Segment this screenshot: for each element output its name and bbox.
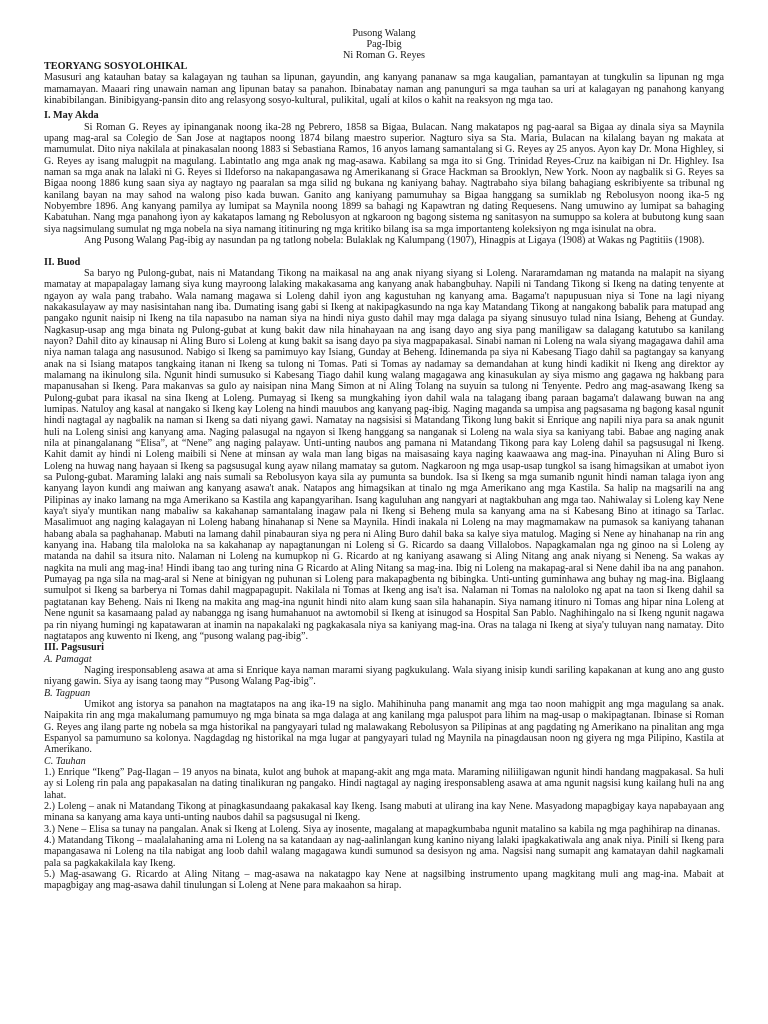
character-item: 3.) Nene – Elisa sa tunay na pangalan. Anak si Ikeng at Loleng. Siya ay inosente, magalang at mapagkumbaba ngunit matalino sa kabila ng mga paghihirap na dinanas. — [44, 823, 721, 835]
summary-paragraph: Sa baryo ng Pulong-gubat, nais ni Matandang Tikong na maikasal na ang anak niyang siyang si Loleng. Nararamdaman ng matanda na malapit na siyang mamatay at mapapalagay lamang siya kung mayroong lalaking makakasama ang kanyang anak habangbuhay. Napili ni Tandang Tikong si Ikeng na dating tenyente at ngayon ay wala pang trabaho. Wala namang magawa si Loleng dahil iyon ang kagustuhan ng kanyang ama. Bagama't napupusuan niya si Tone na lagi niyang nakakasulayaw ay may nasisintahan nang iba. Dumating isang gabi si Ikeng at nakipagkasundo na nga kay Matandang Tikong at nangakong babalik para matupad ang pangako ngunit naisip ni Ikeng na tila napasubo na naman siya na hindi niya gusto dahil may mga dalaga pa siyang sinusuyo tulad nina Isiang, Beheng at Gunday. Nagkasup-usap ang mga binata ng Pulong-gubat at kung bakit daw nila hinahayaan na ang isang dayo ang siya pang maniligaw sa dalagang katutubo sa kanilang nayon? Dahil dito ay kinausap ni Aling Buro si Loleng at kung bakit sa isang dayo pa siya magpapakasal. Sinabi naman ni Loleng na wala siyang magagawa dahil ama niya naman talaga ang nasusunod. Nabigo si Ikeng sa pamimuyo kay Isiang, Gunday at Beheng. Idinemanda pa siya ni Kabesang Tiago dahil sa pagtangay sa kanyang anak na si Isiang matapos tangkaing itanan ni Ikeng sa tulong ni Tomas. Pati si Tomas ay nadamay sa demandahan at kung hindi kadikit ni Ikeng ang direktor ay malamang na ikinulong sila. Ngunit hindi sumusuko si Kabesang Tiago dahil kung walang magagawa ang kinasukulan ay siya mismo ang gagawa ng hakbang para mapanusahan si Ikeng. Para makanvas sa gulo ay naisipan nina Mang Simon at ni Aling Tolang na suyuin sa tulong ni Tenyente. Pedro ang mag-asawang Ikeng sa Pulong-gubat para ikasal na sina Ikeng at Loleng. Pumayag si Ikeng sa mungkahing iyon dahil wala na talagang ibang paraan bagama't dalawang buwan na ang lumipas. Natuloy ang kasal at nangako si Ikeng kay Loleng na hindi mauubos ang kanyang pag-ibig. Naging maganda sa umpisa ang pagsasama ng bagong kasal ngunit hindi nagtagal ay nagbalik na naman si Ikeng sa dati niyang gawi. Namatay na nagsisisi si Matandang Tikong lung bakit si Enrique ang napili niya para sa anak ngunit huli na Loleng sinisi ang kanyang ama. Naging palasugal na ngayon si Ikeng hanggang sa nanganak si Loleng na wala siya sa kaniyang tabi. Babae ang naging anak nila at pinangalanang “Elisa”, at “Nene” ang naging palayaw. Unti-unting naubos ang pamana ni Matandang Tikong para kay Loleng dahil sa pagsusugal ni Ikeng. Kahit damit ay hindi ni Loleng maibili si Nene at minsan ay wala man lang bigas na maisasaing kaya naging kaawaawa ang mag-ina. Pinayuhan ni Aling Buro si Loleng na huwag nang hayaan si Ikeng sa pagsusugal kung ayaw nilang mamatay sa gutom. Nagkaroon ng mga usap-usap tungkol sa isang himagsikan at umabot iyon sa Pulong-gubat. Maraming lalaki ang nais sumali sa Rebolusyon kaya sila ay pumunta sa bundok. Isa si Ikeng sa mga sumanib ngunit hindi naman talaga iyon ang kanyang layon kundi ang maiwan ang kanyang asawa't anak. Natapos ang himagsikan at tinalo ng mga Amerikano ang mga Kastila. Sa halip na magsarili na ang Pilipinas ay inako lamang na mga Amerikano sa Kastila ang kapangyarihan. Isang kaguluhan ang nangyari at nagtakbuhan ang mga tao. Nahiwalay si Loleng kay Nene kaya't siya'y muntikan nang mabaliw sa kakahanap samantalang inagaw pala ni Ikeng si Beheng mula sa kanyang ama na si Kabesang Bino at itinago sa Tarlac. Masalimuot ang naging kalagayan ni Loleng habang hinahanap si Nene sa Maynila. Hindi inakala ni Loleng na may magmamakaw na pumasok sa kaniyang tahanan habang abala sa paghahanap. Mabuti na lamang dahil pinabauran siya ng pera ni Aling Buro dahil baka sa kalye siya matulog. Maging si Nene ay hinahanap na rin ang kanyang ina. Habang tila maloloka na sa kakahanap ay napagtanungan ni Loleng si G. Ricardo sa daang Villalobos. Napagkamalan nga ng ginoo na si Loleng ay matanda na dahil sa itsura nito. Nalaman ni Loleng na kumupkop ni G. Ricardo at ng kaniyang asawang si Aling Nitang ang anak niyang si Neneng. Sa wakas ay nagkita na muli ang mag-ina! Hindi ibang tao ang turing nina G Ricardo at Aling Nitang sa mag-ina. Ibig ni Loleng na makapag-aral si Nene dahil iba na ang panahon. Pumayag pa nga sila na mag-aral si Nene at binigyan ng puhunan si Loleng para makapagbenta ng bibingka. Unti-unting guminhawa ang buhay ng mag-ina. Biglaang sumulpot si Ikeng sa barberya ni Tomas dahil magpapagupit. Nakilala ni Tomas at Ikeng ang isa't isa. Nalaman ni Tomas na naloloko ng apat na taon si Ikeng dahil sa pagtatanan kay Beheng. Nais ni Ikeng na makita ang mag-ina ngunit hindi nito alam kung saan sila hahanapin. Siya namang itinuro ni Tomas ang hipar nina Loleng at Nene ngunit sa kasamaang palad ay nabangga ng isang humahanuot na awtomobil si Ikeng at isinugod sa Hospital San Pablo. Naghihingalo na si Ikeng ngunit nagawa pa rin niyang humingi ng kapatawaran at inamin na napakalaki ng pagkakasala niya sa kaniyang mag-ina. Oras na talaga ni Ikeng at siya'y tuluyan nang namatay. Dito nagtatapos ang kuwento ni Ikeng, ang “pusong walang pag-ibig”. — [44, 267, 724, 642]
section-analysis-heading: III. Pagsusuri — [44, 642, 105, 654]
author-paragraph-2: Ang Pusong Walang Pag-ibig ay nasundan pa ng tatlong nobela: Bulaklak ng Kalumpang (1907), Hinagpis at Ligaya (1908) at Wakas ng Pagtitiis (1908). — [84, 235, 705, 247]
character-item: 1.) Enrique “Ikeng” Pag-Ilagan – 19 anyos na binata, kulot ang buhok at mapang-akit ang mga mata. Maraming niliiligawan ngunit hindi handang magpakasal. Sa huli ay si Loleng rin pala ang papakasalan na dating tinalikuran ng pangako. Hindi nagtagal ay naging iresponsableng asawa at ama ngunit nagsisi kung kailang huli na ang lahat. — [44, 766, 724, 801]
title-line-2: Pag-Ibig — [366, 39, 402, 50]
analysis-title-text: Naging iresponsableng asawa at ama si Enrique kaya naman marami siyang pagkukulang. Wala siyang inisip kundi sariling kapakanan at kung ano ang gusto niyang gawin. Siya ay isang taong may “Pusong Walang Pag-ibig”. — [44, 664, 724, 688]
character-item: 2.) Loleng – anak ni Matandang Tikong at pinagkasundaang pakakasal kay Ikeng. Isang mabuti at ulirang ina kay Nene. Masyadong mapagbigay kaya napabayaan ang minana sa kanyang ama kaya unti-unting naubos dahil sa pagsusugal ni Ikeng. — [44, 801, 724, 824]
section-summary-heading: II. Buod — [44, 256, 81, 268]
title-line-1: Pusong Walang — [352, 28, 416, 39]
character-item: 4.) Matandang Tikong – maalalahaning ama ni Loleng na sa katandaan ay nag-aalinlangan kung kanino niyang lalaki ipagkakatiwala ang anak niya. Pinili si Ikeng para mapangasawa ni Loleng na tila nabigat ang loob dahil walang magagawa kundi sumunod sa desisyon ng ama. Nagsisi nang sumapit ang kamatayan dahil nagkamali pala sa pagkakakilala kay Ikeng. — [44, 835, 724, 869]
title-block — [44, 28, 724, 61]
analysis-setting-text: Umikot ang istorya sa panahon na magtatapos na ang ika-19 na siglo. Mahihinuha pang manamit ang mga tao noon mahigpit ang mga magulang sa anak. Naipakita rin ang mga makalumang pamumuyo ng mga binata sa mga dalaga at ang kanilang mga paluspot para lihim na mag-usap o makipagtanan. Ibinase si Roman G. Reyes ang ilang parte ng nobela sa mga historikal na pangyayari tulad ng malawakang Rebolusyon sa Pilipinas at ang pagdating ng Amerikano na pinalitan ang mga Espanyol sa pamumuno sa kolonya. Nagdagdag ng historikal na mga lugar at pangyayari tulad ng Maynila na pinagdausan noon ng giyera ng mga Pilipino, Kastila at Amerikano. — [44, 698, 724, 756]
author-line: Ni Roman G. Reyes — [342, 50, 426, 61]
theory-heading: TEORYANG SOSYOLOHIKAL — [44, 61, 188, 72]
analysis-characters-label: C. Tauhan — [44, 755, 86, 767]
analysis-setting-label: B. Tagpuan — [44, 687, 91, 699]
section-author-heading: I. May Akda — [44, 110, 99, 122]
analysis-title-label: A. Pamagat — [44, 653, 92, 665]
theory-text: Masusuri ang katauhan batay sa kalagayan ng tauhan sa lipunan, gayundin, ang kanyang pananaw sa mga kaugalian, pamantayan at tungkulin sa lipunan ng mga mamamayan. Maaari ring unawain naman ang lipunan batay sa panahon. Ibinabatay naman ang panunguri sa mga tauhan sa uri at kalagayan ng panahong kanyang kinabibilangan. Binibigyang-pansin dito ang relasyong sosyo-kultural, pulikital, ugali at kilos o kahit na reaksyon ng mga tao. — [44, 72, 724, 107]
character-item: 5.) Mag-asawang G. Ricardo at Aling Nitang – mag-asawa na nakatagpo kay Nene at nagsilbing instrumento upang magkitang muli ang mag-ina. Mabait at mapagbigay ang mag-asawa dahil tinulungan si Loleng at Nene para makaahon sa hirap. — [44, 869, 724, 892]
author-paragraph-1: Si Roman G. Reyes ay ipinanganak noong ika-28 ng Pebrero, 1858 sa Bigaa, Bulacan. Nang makatapos ng pag-aaral sa Bigaa ay dinala siya sa Maynila upang mag-aral sa Colegio de San Jose at nagtapos noong 1874 bilang maestro superior. Nagturo siya sa Sta. Maria, Bulacan na kilalang bayan ng makata at mamumulat. Dito niya nakilala at pinakasalan noong 1883 si Sebastiana Ramos, 16 anyos lamang samantalang si G. Reyes ay 25 anyos. Ayon kay Dr. Mona Highley, si G. Reyes ay isang malugpit na magulang. Labintatlo ang mga anak ng mag-asawa. Kabilang sa mga ito si Gng. Trinidad Reyes-Cruz na kaibigan ni Dr. Highley. Isa naman sa mga anak na lalaki ni G. Reyes si Ildeforso na nakapangasawa ng Amerikanang si Grace Hackman sa Brooklyn, New York. Noon ay nagbalik si G. Reyes sa Bigaa noong 1886 kung saan siya ay nagtayo ng paaralan sa mga silid ng bukana ng kaniyang bahay. Nagtrabaho siya bilang bahagiang eskribiyente sa tribunal ng kanilang bayan na may sahod na walong piso kada buwan. Ganito ang kaniyang pamumuhay sa Bigaa hanggang sa sumiklab ng Rebolusyon noong ika-5 ng Nobyembre 1896. Ang kanyang pamilya ay lumipat sa Maynila noong 1899 sa bahagi ng Kapawtran ng dating Requesens. Nang umuwino ay lumipat sa bahaging Kabatuhan. Nang mga panahong iyon ay kakatapos lamang ng Rebolusyon at ngkaroon ng bagong sistema ng sanitasyon na sumuppo sa kolera at bubutong kung saan siya nagsimulang sumulat ng mga nobela na siya namang ititinuring ng mga kritiko bilang isa sa mga importanteng koleksiyon ng mga isinulat na obra. — [44, 121, 724, 235]
